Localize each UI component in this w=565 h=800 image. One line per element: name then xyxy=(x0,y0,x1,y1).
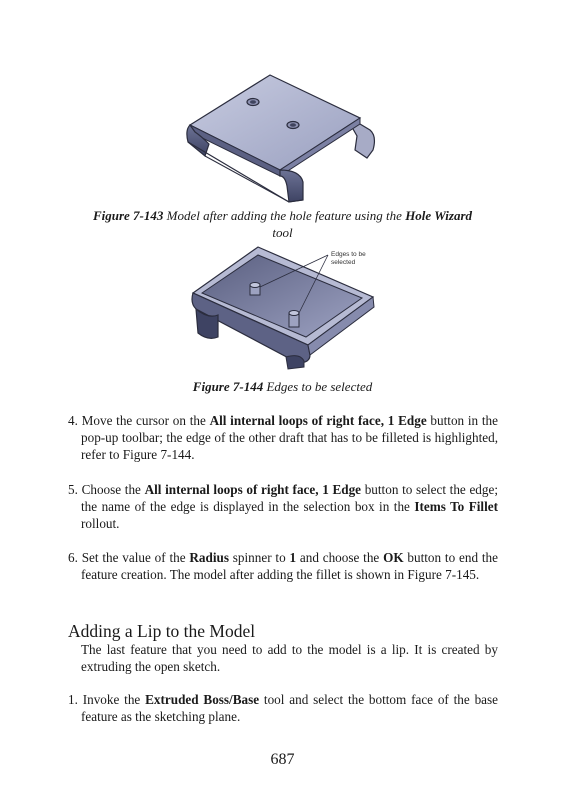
step-5 xyxy=(68,481,498,532)
bold-text: 1 xyxy=(289,550,297,565)
text: button in the pop-up toolbar; the edge of the other draft that has to be filleted is highlighted, refer to Figure 7-144. xyxy=(81,413,499,462)
figure-7-143-caption xyxy=(60,207,505,241)
step-4 xyxy=(68,412,498,463)
step-number: 4. xyxy=(68,413,82,428)
caption-text: Edges to be selected xyxy=(263,379,373,394)
step-1 xyxy=(68,691,498,725)
figure-label: Figure 7-144 xyxy=(192,379,264,394)
text: Move the cursor on the xyxy=(81,413,210,428)
caption-text-end: tool xyxy=(272,225,293,240)
bold-text: Radius xyxy=(189,550,229,565)
step-number: 1. xyxy=(68,692,83,707)
annotation-line-1: Edges to be xyxy=(331,251,366,258)
text: Choose the xyxy=(81,482,145,497)
annotation-line-2: selected xyxy=(331,259,356,266)
step-number: 5. xyxy=(68,482,82,497)
text: button to select the edge; the name of the edge is displayed in the selection box in the xyxy=(81,482,499,514)
text: and choose the xyxy=(296,550,384,565)
text: rollout. xyxy=(81,516,120,531)
caption-text: Model after adding the hole feature using the xyxy=(163,208,406,223)
text: Invoke the xyxy=(82,692,146,707)
bold-text: Extruded Boss/Base xyxy=(145,692,260,707)
bold-text: All internal loops of right face, 1 Edge xyxy=(144,482,362,497)
section-heading: Adding a Lip to the Model xyxy=(68,621,256,641)
section-intro: The last feature that you need to add to the model is a lip. It is created by extruding the open sketch. xyxy=(81,642,498,674)
figure-7-144-model xyxy=(188,245,388,370)
bold-text: Items To Fillet xyxy=(414,499,499,514)
step-number: 6. xyxy=(68,550,82,565)
text: spinner to xyxy=(228,550,290,565)
bold-text: OK xyxy=(383,550,404,565)
text: tool and select the bottom face of the base feature as the sketching plane. xyxy=(81,692,499,724)
figure-7-144-caption xyxy=(60,378,505,395)
figure-7-143-model xyxy=(185,70,380,205)
bold-text: All internal loops of right face, 1 Edge xyxy=(209,413,427,428)
caption-bold: Hole Wizard xyxy=(405,208,473,223)
figure-label: Figure 7-143 xyxy=(92,208,164,223)
text: Set the value of the xyxy=(81,550,190,565)
step-6 xyxy=(68,549,498,583)
text: button to end the feature creation. The model after adding the fillet is shown in Figure 7-145. xyxy=(81,550,498,582)
page-number: 687 xyxy=(270,751,295,768)
